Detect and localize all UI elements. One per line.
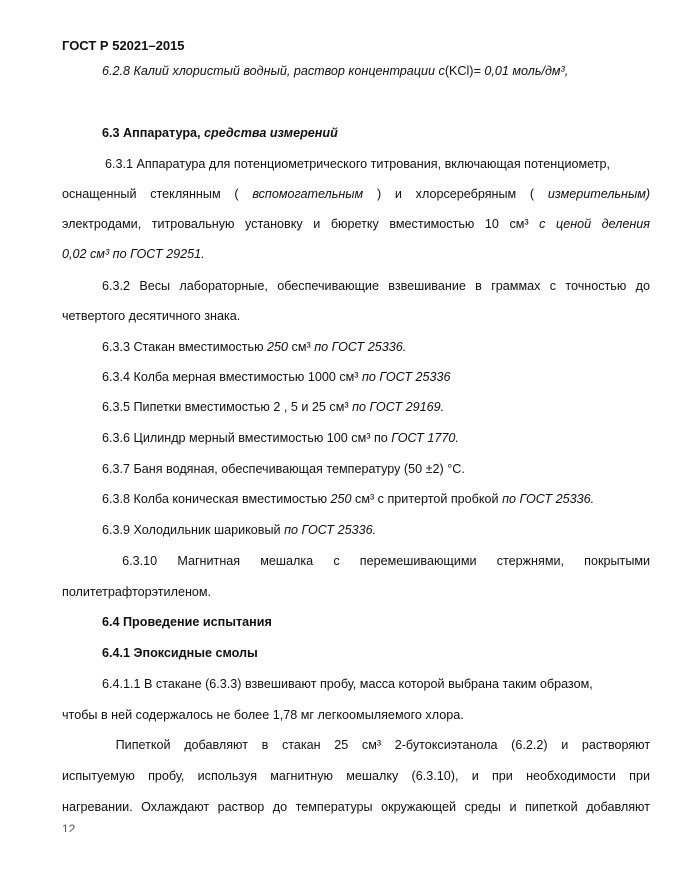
para-6-3-2-line-2: четвертого десятичного знака. bbox=[62, 309, 241, 323]
item-6-3-8: 6.3.8 Колба коническая вместимостью 250 см³ с притертой пробкой по ГОСТ 25336. bbox=[102, 492, 595, 506]
para-6-3-1-line-2: оснащенный стеклянным ( вспомогательным ) и хлорсеребряным ( измерительным) bbox=[62, 187, 650, 201]
item-6-2-8: 6.2.8 Калий хлористый водный, раствор концентрации с(KCl)= 0,01 моль/дм³, bbox=[102, 64, 569, 78]
item-6-3-6: 6.3.6 Цилиндр мерный вместимостью 100 см³ по ГОСТ 1770. bbox=[102, 431, 459, 445]
item-6-3-5: 6.3.5 Пипетки вместимостью 2 , 5 и 25 см³ по ГОСТ 29169. bbox=[102, 400, 445, 414]
para-pipette-line-2: испытуемую пробу, используя магнитную мешалку (6.3.10), и при необходимости при bbox=[62, 769, 650, 783]
section-heading-6-4-1: 6.4.1 Эпоксидные смолы bbox=[102, 646, 258, 660]
section-heading-6-3: 6.3 Аппаратура, средства измерений bbox=[102, 126, 338, 140]
page-number: 12 bbox=[62, 822, 76, 832]
para-6-3-10-line-2: политетрафторэтиленом. bbox=[62, 585, 212, 599]
para-pipette-line-3: нагревании. Охлаждают раствор до температуры окружающей среды и пипеткой добавляют bbox=[62, 800, 650, 814]
section-heading-6-4: 6.4 Проведение испытания bbox=[102, 615, 272, 629]
para-6-4-1-1-line-1: 6.4.1.1 В стакане (6.3.3) взвешивают пробу, масса которой выбрана таким образом, bbox=[102, 677, 593, 691]
item-6-3-7: 6.3.7 Баня водяная, обеспечивающая температуру (50 ±2) °С. bbox=[102, 462, 465, 476]
para-6-3-1-line-4: 0,02 см³ по ГОСТ 29251. bbox=[62, 247, 205, 261]
para-6-4-1-1-line-2: чтобы в ней содержалось не более 1,78 мг легкоомыляемого хлора. bbox=[62, 708, 464, 722]
para-6-3-2-line-1: 6.3.2 Весы лабораторные, обеспечивающие взвешивание в граммах с точностью до bbox=[102, 279, 650, 293]
document-header: ГОСТ Р 52021–2015 bbox=[62, 38, 185, 53]
para-6-3-1-line-3: электродами, титровальную установку и бюретку вместимостью 10 см³ с ценой деления bbox=[62, 217, 650, 231]
para-6-3-1-line-1: 6.3.1 Аппаратура для потенциометрического титрования, включающая потенциометр, bbox=[105, 157, 611, 171]
item-6-3-4: 6.3.4 Колба мерная вместимостью 1000 см³ по ГОСТ 25336 bbox=[102, 370, 451, 384]
para-pipette-line-1: Пипеткой добавляют в стакан 25 см³ 2-бутоксиэтанола (6.2.2) и растворяют bbox=[115, 738, 650, 752]
item-6-3-3: 6.3.3 Стакан вместимостью 250 см³ по ГОСТ 25336. bbox=[102, 340, 407, 354]
para-6-3-10-line-1: 6.3.10 Магнитная мешалка с перемешивающими стержнями, покрытыми bbox=[122, 554, 650, 568]
item-6-3-9: 6.3.9 Холодильник шариковый по ГОСТ 25336. bbox=[102, 523, 377, 537]
